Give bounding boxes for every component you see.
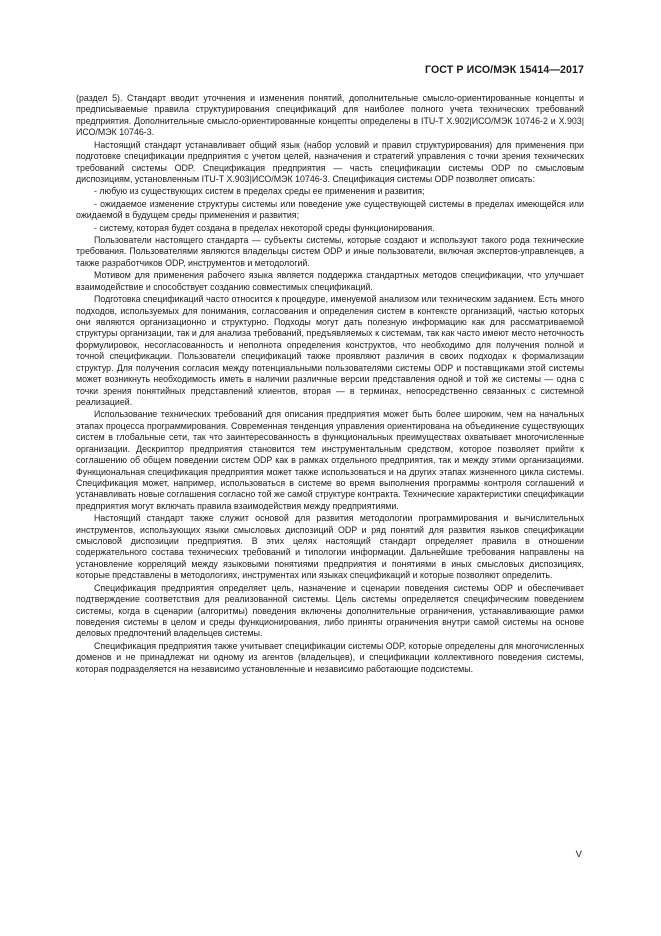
paragraph: Спецификация предприятия определяет цель, назначение и сценарии поведения системы ODP и обеспечивает подтверждение соответствия для реализованной системы. Цель системы определяется специфическим поведением системы, когда в сценарии (алгоритмы) поведения включены дополнительные ограничения, устанавливающие рамки поведения системы в целом и среды функционирования, либо приняты ограничения внутри самой системы на основе деловых предпочтений владельцев системы. bbox=[76, 582, 584, 639]
page-header-standard-title: ГОСТ Р ИСО/МЭК 15414—2017 bbox=[425, 64, 584, 76]
paragraph: Настоящий стандарт также служит основой для развития методологии программирования и вычислительных инструментов, использующих языки смысловых диспозиций ODP и ряд понятий для развития языков спецификации смысловой диспозиции предприятия. В этих целях настоящий стандарт определяет правила в отношении содержательного состава технических требований и типологии информации. Дальнейшие требования направлены на установление корреляций между языковыми понятиями предприятия и понятиями в иных смысловых диспозициях, которые представлены в методологиях, инструментах или языках спецификаций и которые позволяют определить. bbox=[76, 513, 584, 581]
paragraph: Спецификация предприятия также учитывает спецификации системы ODP, которые определены для многочисленных доменов и не принадлежат ни одному из агентов (владельцев), и спецификации коллективного поведения системы, которая подразделяется на независимо установленные и независимо работающие подсистемы. bbox=[76, 640, 584, 674]
list-item: - любую из существующих систем в пределах среды ее применения и развития; bbox=[94, 186, 425, 197]
list-item: - систему, которая будет создана в пределах некоторой среды функционирования. bbox=[94, 222, 435, 233]
paragraph: Мотивом для применения рабочего языка является поддержка стандартных методов спецификации, что улучшает взаимодействие и способствует созданию совместимых спецификаций. bbox=[76, 270, 584, 292]
paragraph: Использование технических требований для описания предприятия может быть более широким, чем на начальных этапах процесса программирования. Современная тенденция управления ориентирована на объединение существующих систем в глобальные сети, так что заинтересованность в функциональных преимуществах охватывает многочисленные организации. Дескриптор предприятия становится тем инструментальным средством, которое позволяет прийти к соглашению об общем поведении систем ODP как в рамках отдельного предприятия, так и между этими организациями. Функциональная спецификация предприятия может также использоваться и на других этапах жизненного цикла системы. Спецификация может, например, использоваться в системе во время выполнения программы контроля соглашений и устанавливать новые соглашения согласно той же самой структуре контракта. Технические характеристики спецификации предприятия могут включать правила взаимодействия между предприятиями. bbox=[76, 409, 584, 511]
paragraph: (раздел 5). Стандарт вводит уточнения и изменения понятий, дополнительные смысло-ориентированные концепты и предписываемые правила структурирования спецификаций для наиболее полного учета технических требований предприятия. Дополнительные смысло-ориентированные концепты определены в ITU-T X.902|ИСО/МЭК 10746-2 и X.903|ИСО/МЭК 10746-3. bbox=[76, 93, 584, 138]
paragraph: Настоящий стандарт устанавливает общий язык (набор условий и правил структурирования) для применения при подготовке спецификации предприятия с учетом целей, назначения и стратегий управления с точки зрения технических требований системы ODP. Спецификация предприятия — часть спецификации системы ODP по смысловым диспозициям, установленным ITU-T X.903|ИСО/МЭК 10746-3. Спецификация системы ODP позволяет описать: bbox=[76, 139, 584, 184]
document-body bbox=[76, 93, 584, 676]
page-number: V bbox=[575, 849, 582, 860]
list-item: - ожидаемое изменение структуры системы или поведение уже существующей системы в пределах имеющейся или ожидаемой в будущем среды применения и развития; bbox=[76, 198, 584, 221]
paragraph: Пользователи настоящего стандарта — субъекты системы, которые создают и используют такого рода технические требования. Пользователями являются владельцы систем ODP и иные пользователи, включая экспертов-управленцев, а также разработчиков ODP, инструментов и методологий. bbox=[76, 235, 584, 268]
paragraph: Подготовка спецификаций часто относится к процедуре, именуемой анализом или техническим заданием. Есть много подходов, используемых для понимания, согласования и определения систем в контексте организаций, частью которых они являются организационно и структурно. Подходы могут дать полезную информацию как для рассматриваемой структуры организации, так и для анализа требований, предъявляемых к системам, так как часто имеют место неточность формулировок, несогласованность и неполнота определения конструктов, что необходимо для получения полной и точной спецификации. Пользователи спецификаций также проявляют различия в своих подходах к формализации структур. Для получения согласия между потенциальными пользователями системы ODP и поставщиками этой системы может возникнуть необходимость иметь в наличии различные версии представления одной и той же системы — одна с точки зрения понятийных представлений клиентов, вторая — в терминах, непосредственно связанных с системной реализацией. bbox=[76, 294, 584, 407]
